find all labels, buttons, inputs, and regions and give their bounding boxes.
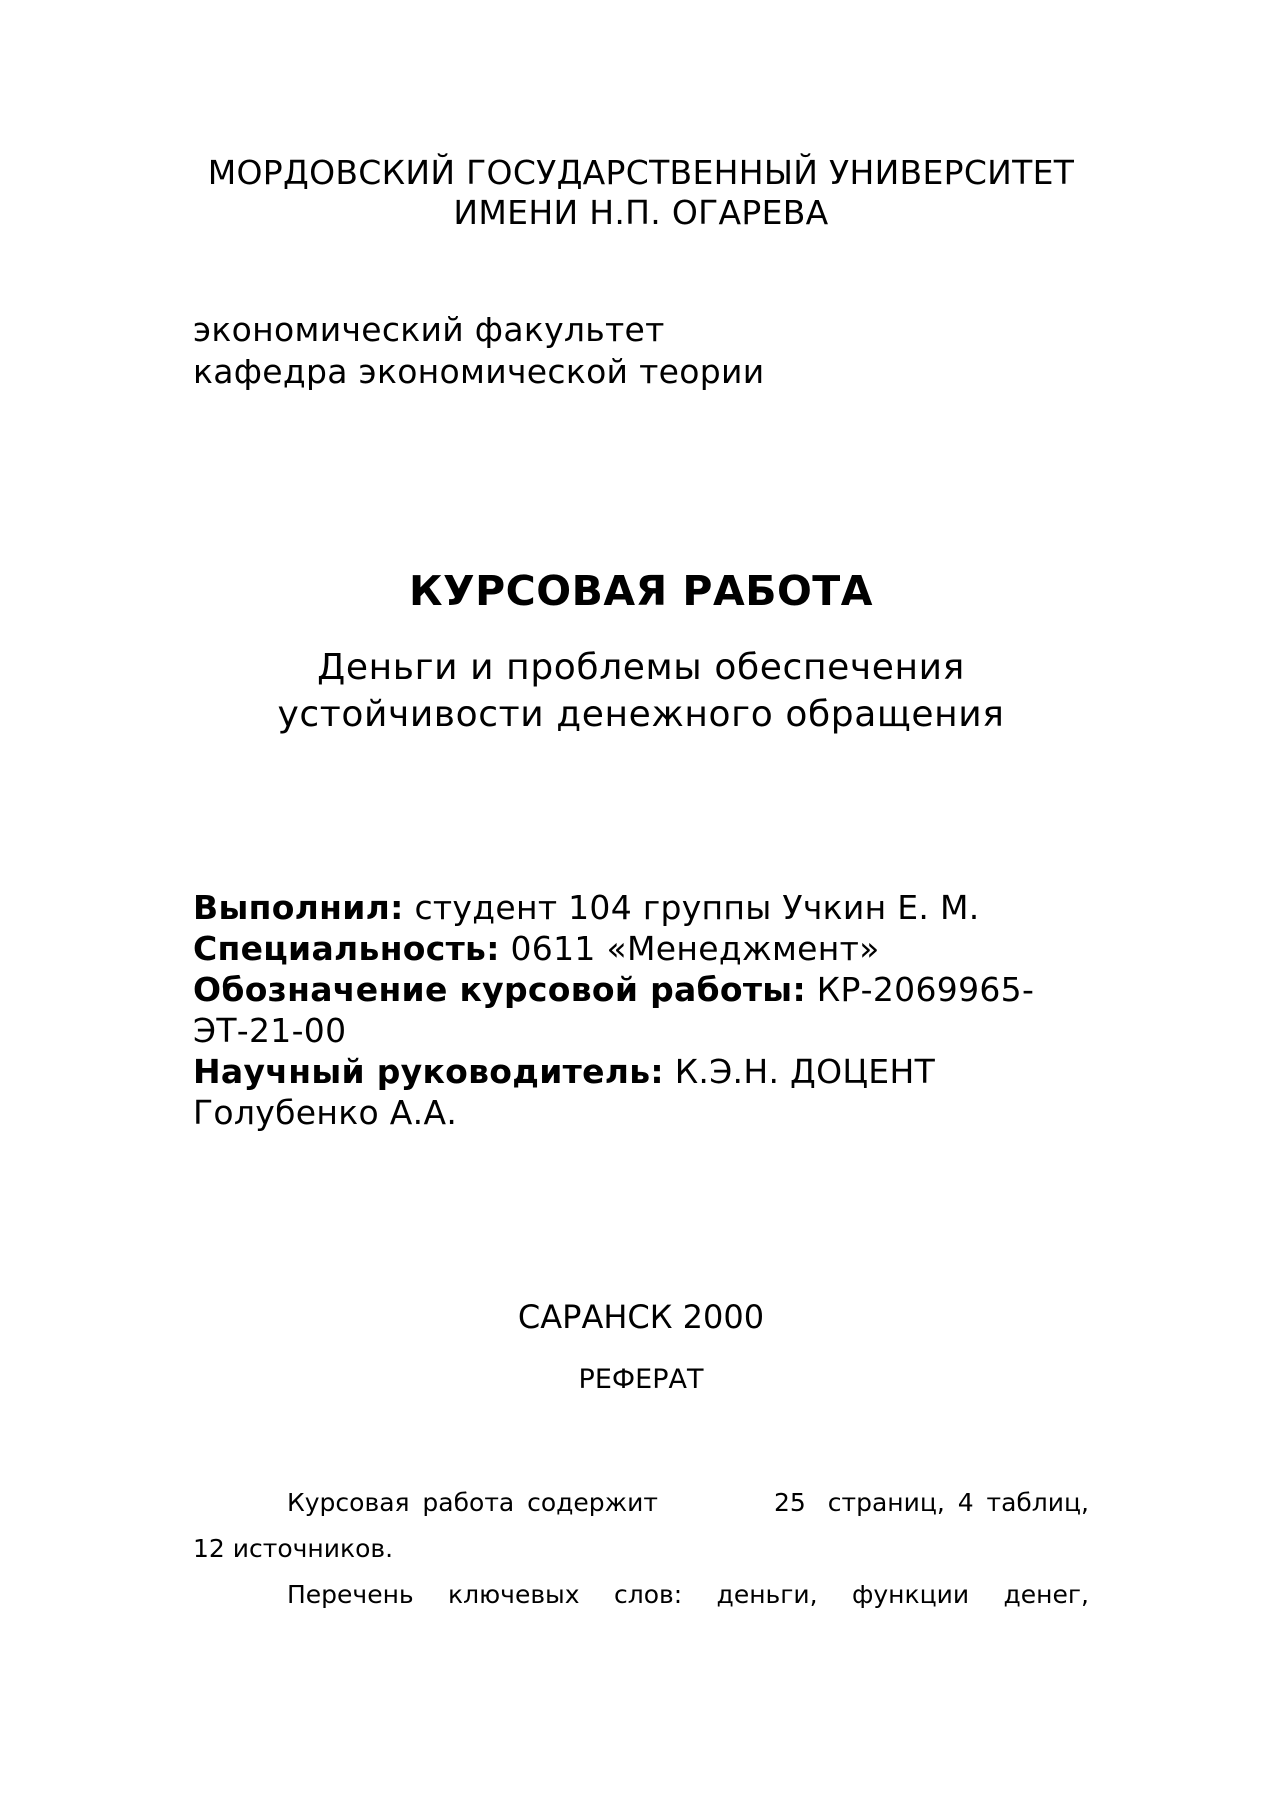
university-name <box>193 153 1089 233</box>
faculty-block <box>193 309 1089 393</box>
designation-label: Обозначение курсовой работы: <box>193 970 806 1009</box>
designation-value: КР-2069965- <box>816 970 1035 1009</box>
specialty-label: Специальность: <box>193 929 500 968</box>
university-name-line1: МОРДОВСКИЙ ГОСУДАРСТВЕННЫЙ УНИВЕРСИТЕТ <box>207 153 1075 192</box>
performer-row <box>193 887 1089 928</box>
abstract-p1-text-start: Курсовая работа содержит <box>287 1488 658 1517</box>
faculty-name: экономический факультет <box>193 310 665 349</box>
abstract-body <box>193 1480 1089 1618</box>
designation-value-continued: ЭТ-21-00 <box>193 1011 347 1050</box>
performer-label: Выполнил: <box>193 888 404 927</box>
city-year: САРАНСК 2000 <box>517 1298 765 1336</box>
university-name-line2: ИМЕНИ Н.П. ОГАРЕВА <box>453 193 829 232</box>
supervisor-value: К.Э.Н. ДОЦЕНТ <box>674 1052 936 1091</box>
supervisor-row <box>193 1051 1089 1092</box>
designation-row <box>193 969 1089 1010</box>
work-topic-line2: устойчивости денежного обращения <box>277 694 1005 735</box>
work-info <box>193 887 1089 1133</box>
work-topic-line1: Деньги и проблемы обеспечения <box>317 647 965 688</box>
abstract-p1-text-continued: источников. <box>232 1534 394 1563</box>
specialty-value: 0611 «Менеджмент» <box>510 929 880 968</box>
work-topic <box>193 644 1089 738</box>
supervisor-label: Научный руководитель: <box>193 1052 664 1091</box>
performer-value: студент 104 группы Учкин Е. М. <box>414 888 980 927</box>
abstract-p1-text-end: страниц, 4 таблиц, 12 <box>193 1488 1089 1563</box>
abstract-title: РЕФЕРАТ <box>578 1364 704 1395</box>
abstract-paragraph-1 <box>193 1480 1089 1572</box>
department-name: кафедра экономической теории <box>193 352 765 391</box>
supervisor-value-continued: Голубенко А.А. <box>193 1093 458 1132</box>
document-type-heading: КУРСОВАЯ РАБОТА <box>408 567 874 615</box>
abstract-page-count: 25 <box>773 1488 806 1517</box>
specialty-row <box>193 928 1089 969</box>
abstract-paragraph-2: Перечень ключевых слов: деньги, функции денег, <box>287 1580 1089 1609</box>
